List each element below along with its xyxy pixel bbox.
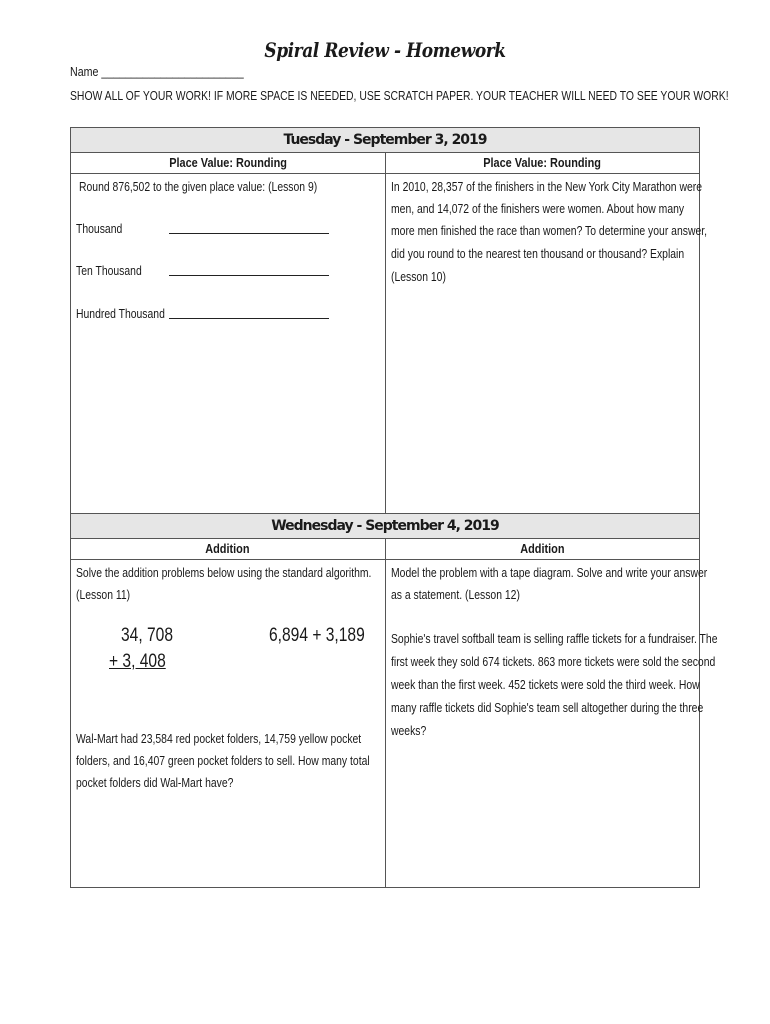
- tape-diagram-cell: [385, 560, 717, 888]
- column-heading: Addition: [71, 539, 386, 560]
- worksheet-title: Spiral Review - Homework: [264, 38, 506, 62]
- answer-blank-thousand[interactable]: [169, 233, 329, 234]
- tuesday-section: [70, 127, 707, 514]
- column-heading: Addition: [385, 539, 700, 560]
- problem-a-bottom: + 3, 408: [109, 651, 166, 672]
- problem-line: In 2010, 28,357 of the finishers in the New York City Marathon were: [390, 179, 702, 194]
- sophie-line: first week they sold 674 tickets. 863 more tickets were sold the second: [390, 654, 715, 669]
- walmart-line: pocket folders did Wal-Mart have?: [76, 775, 234, 790]
- sophie-line: week than the first week. 452 tickets were sold the third week. How: [390, 677, 700, 692]
- column-heading: Place Value: Rounding: [71, 153, 386, 174]
- wednesday-section: [70, 513, 717, 888]
- day-heading: Tuesday - September 3, 2019: [71, 128, 700, 153]
- answer-blank-ten-thousand[interactable]: [169, 275, 329, 276]
- problem-line: (Lesson 10): [390, 269, 446, 284]
- problem-line: men, and 14,072 of the finishers were women. About how many: [390, 201, 684, 216]
- column-heading: Place Value: Rounding: [385, 153, 700, 174]
- tape-prompt: Model the problem with a tape diagram. Solve and write your answer: [390, 565, 707, 580]
- tape-prompt: as a statement. (Lesson 12): [390, 587, 520, 602]
- sophie-line: weeks?: [390, 723, 426, 738]
- label-hundred-thousand: Hundred Thousand: [76, 306, 165, 321]
- problem-line: more men finished the race than women? To determine your answer,: [390, 223, 707, 238]
- label-thousand: Thousand: [76, 221, 123, 236]
- walmart-line: folders, and 16,407 green pocket folders to sell. How many total: [76, 753, 370, 768]
- addition-prompt: (Lesson 11): [76, 587, 131, 602]
- marathon-cell: [385, 174, 707, 514]
- addition-cell: [71, 560, 386, 888]
- problem-b: 6,894 + 3,189: [269, 625, 365, 646]
- day-heading: Wednesday - September 4, 2019: [71, 514, 700, 539]
- rounding-cell: [71, 174, 386, 514]
- rounding-prompt: Round 876,502 to the given place value: (Lesson 9): [79, 179, 318, 194]
- problem-line: did you round to the nearest ten thousand or thousand? Explain: [390, 246, 684, 261]
- answer-blank-hundred-thousand[interactable]: [169, 318, 329, 319]
- instructions: SHOW ALL OF YOUR WORK! IF MORE SPACE IS NEEDED, USE SCRATCH PAPER. YOUR TEACHER WILL NEED TO SEE YOUR WORK!: [70, 88, 729, 103]
- problem-a-top: 34, 708: [121, 625, 173, 646]
- name-field[interactable]: Name ________________________: [70, 64, 244, 79]
- walmart-line: Wal-Mart had 23,584 red pocket folders, 14,759 yellow pocket: [76, 731, 362, 746]
- label-ten-thousand: Ten Thousand: [76, 263, 142, 278]
- addition-prompt: Solve the addition problems below using the standard algorithm.: [76, 565, 372, 580]
- sophie-line: many raffle tickets did Sophie's team sell altogether during the three: [390, 700, 703, 715]
- sophie-line: Sophie's travel softball team is selling raffle tickets for a fundraiser. The: [390, 631, 717, 646]
